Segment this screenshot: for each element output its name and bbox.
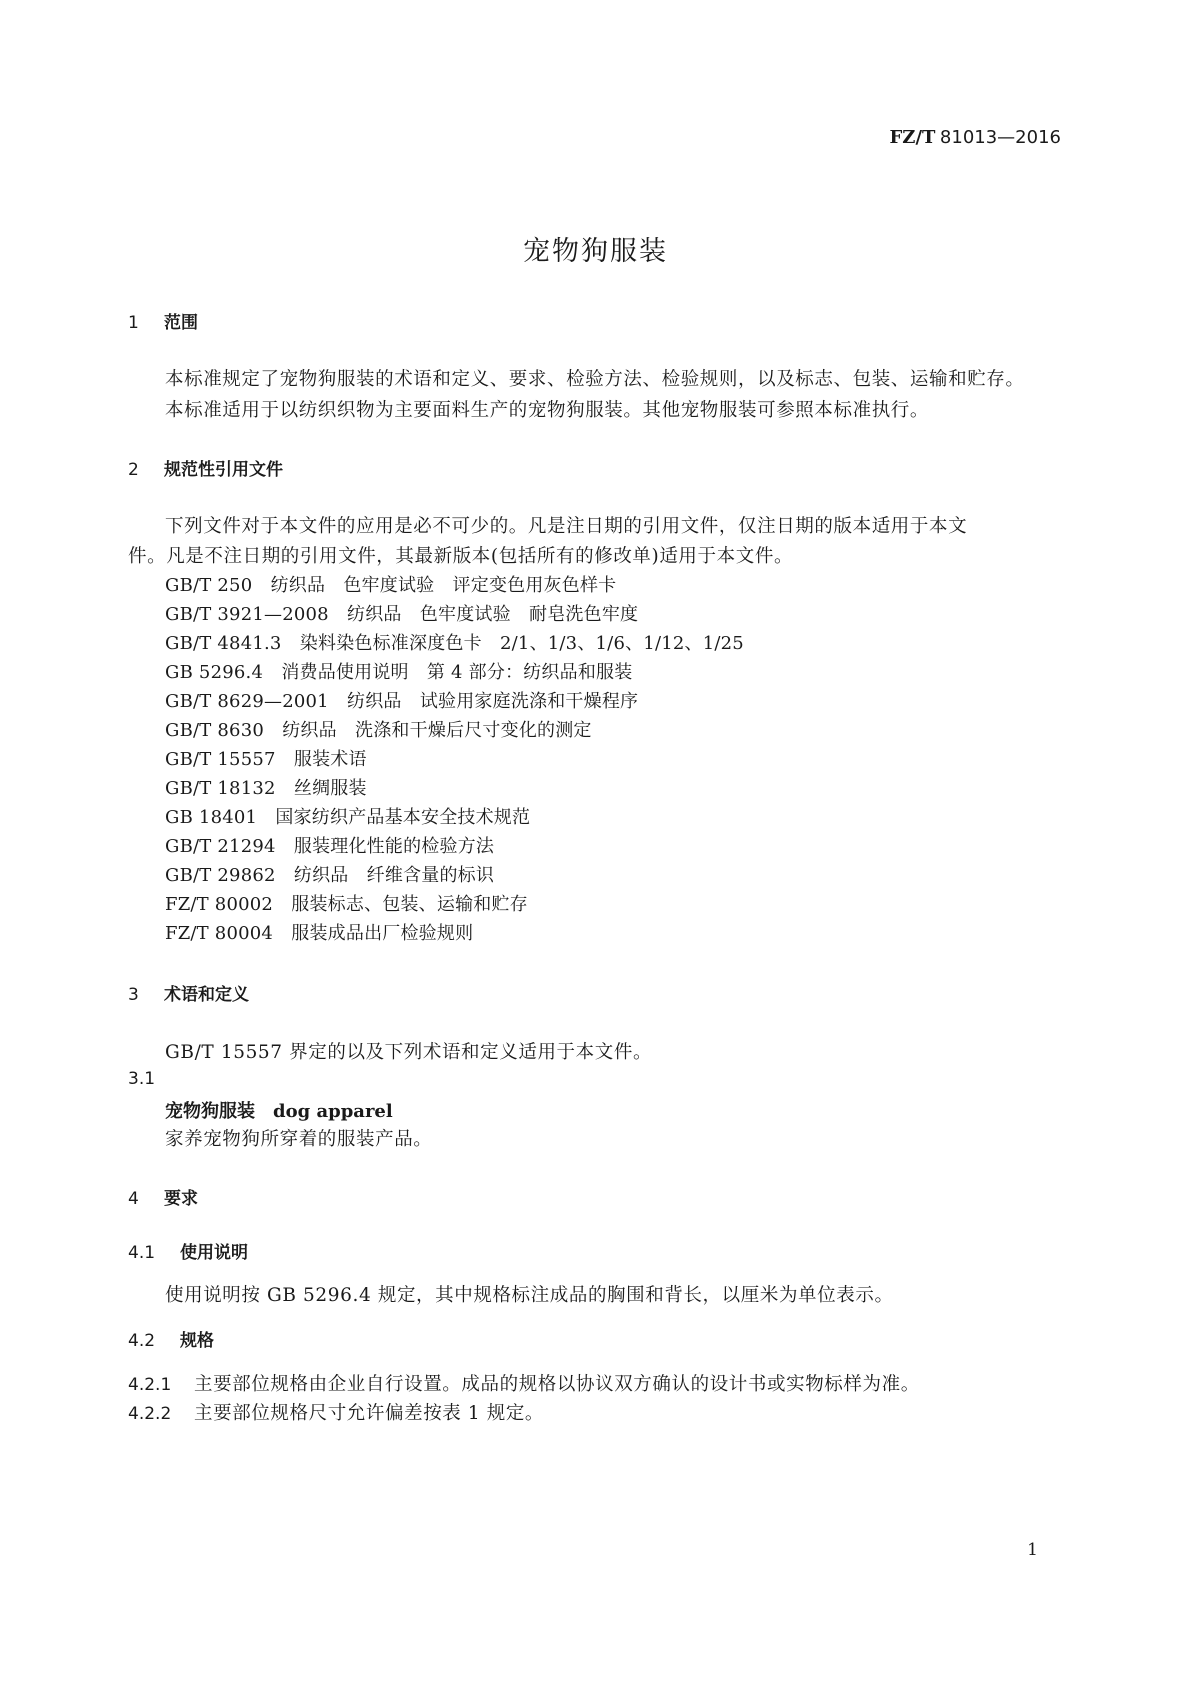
- reference-title: 消费品使用说明 第 4 部分：纺织品和服装: [281, 662, 633, 683]
- reference-item: [165, 629, 744, 655]
- section-number: 4: [128, 1189, 139, 1209]
- clause-number: 4.2.1: [128, 1375, 172, 1395]
- section-title: 规格: [180, 1331, 214, 1351]
- reference-item: [165, 803, 530, 829]
- reference-code: GB/T 4841.3: [165, 633, 282, 654]
- term-heading: [165, 1097, 393, 1123]
- reference-code: GB 5296.4: [165, 662, 264, 683]
- reference-item: [165, 571, 616, 597]
- section-title: 要求: [164, 1189, 198, 1209]
- reference-code: GB/T 29862: [165, 865, 276, 886]
- section-4-1-text: 使用说明按 GB 5296.4 规定，其中规格标注成品的胸围和背长，以厘米为单位表示。: [165, 1285, 894, 1306]
- reference-title: 服装标志、包装、运输和贮存: [291, 894, 528, 915]
- reference-title: 服装成品出厂检验规则: [291, 923, 474, 944]
- section-number: 4.2: [128, 1331, 156, 1351]
- clause-text: 主要部位规格尺寸允许偏差按表 1 规定。: [194, 1403, 545, 1424]
- term-number: 3.1: [128, 1069, 156, 1089]
- reference-title: 服装术语: [293, 749, 367, 770]
- reference-item: [165, 890, 528, 916]
- clause-text: 主要部位规格由企业自行设置。成品的规格以协议双方确认的设计书或实物标样为准。: [194, 1374, 920, 1395]
- reference-title: 丝绸服装: [293, 778, 367, 799]
- standard-prefix: FZ/T: [889, 127, 936, 148]
- section-4-1-heading: [128, 1238, 248, 1263]
- section-number: 1: [128, 313, 139, 333]
- reference-item: [165, 774, 367, 800]
- section-4-2-heading: [128, 1326, 214, 1351]
- section-title: 术语和定义: [164, 985, 249, 1005]
- section-2-heading: [128, 455, 283, 480]
- reference-code: FZ/T 80002: [165, 894, 274, 915]
- reference-item: [165, 600, 638, 626]
- term-english: dog apparel: [273, 1101, 393, 1122]
- clause-4-2-1: [128, 1370, 920, 1396]
- section-3-heading: [128, 980, 249, 1005]
- reference-item: [165, 919, 473, 945]
- reference-title: 染料染色标准深度色卡 2/1、1/3、1/6、1/12、1/25: [299, 633, 744, 654]
- section-2-intro-line-1: 下列文件对于本文件的应用是必不可少的。凡是注日期的引用文件，仅注日期的版本适用于本文: [165, 516, 968, 537]
- term-chinese: 宠物狗服装: [165, 1101, 255, 1122]
- clause-4-2-2: [128, 1399, 544, 1425]
- section-3-intro: GB/T 15557 界定的以及下列术语和定义适用于本文件。: [165, 1042, 653, 1063]
- section-number: 4.1: [128, 1243, 156, 1263]
- standard-number: 81013—2016: [939, 127, 1061, 148]
- clause-number: 4.2.2: [128, 1404, 172, 1424]
- reference-title: 纺织品 纤维含量的标识: [293, 865, 495, 886]
- section-title: 范围: [164, 313, 198, 333]
- reference-code: GB/T 8630: [165, 720, 265, 741]
- reference-code: GB/T 8629—2001: [165, 691, 329, 712]
- reference-code: GB/T 250: [165, 575, 253, 596]
- section-1-paragraph-1: 本标准规定了宠物狗服装的术语和定义、要求、检验方法、检验规则，以及标志、包装、运输和贮存。: [165, 369, 1025, 390]
- reference-title: 服装理化性能的检验方法: [293, 836, 495, 857]
- reference-item: [165, 716, 592, 742]
- reference-code: GB/T 3921—2008: [165, 604, 329, 625]
- reference-code: GB/T 21294: [165, 836, 276, 857]
- reference-title: 纺织品 色牢度试验 评定变色用灰色样卡: [270, 575, 617, 596]
- section-title: 使用说明: [180, 1243, 248, 1263]
- reference-title: 国家纺织产品基本安全技术规范: [275, 807, 531, 828]
- reference-code: GB/T 18132: [165, 778, 276, 799]
- reference-code: FZ/T 80004: [165, 923, 274, 944]
- reference-item: [165, 745, 367, 771]
- reference-title: 纺织品 色牢度试验 耐皂洗色牢度: [347, 604, 639, 625]
- section-title: 规范性引用文件: [164, 460, 283, 480]
- reference-code: GB/T 15557: [165, 749, 276, 770]
- reference-item: [165, 861, 494, 887]
- reference-item: [165, 687, 638, 713]
- reference-title: 纺织品 试验用家庭洗涤和干燥程序: [347, 691, 639, 712]
- term-definition: 家养宠物狗所穿着的服装产品。: [165, 1129, 433, 1150]
- section-number: 2: [128, 460, 139, 480]
- reference-item: [165, 658, 632, 684]
- document-title: 宠物狗服装: [523, 236, 668, 267]
- section-number: 3: [128, 985, 139, 1005]
- reference-item: [165, 832, 494, 858]
- page-number: 1: [1027, 1540, 1038, 1560]
- reference-code: GB 18401: [165, 807, 258, 828]
- section-1-heading: [128, 308, 198, 333]
- section-2-intro-line-2: 件。凡是不注日期的引用文件，其最新版本(包括所有的修改单)适用于本文件。: [128, 546, 794, 567]
- reference-title: 纺织品 洗涤和干燥后尺寸变化的测定: [282, 720, 592, 741]
- section-4-heading: [128, 1184, 198, 1209]
- standard-code: [890, 127, 1061, 148]
- section-1-paragraph-2: 本标准适用于以纺织织物为主要面料生产的宠物狗服装。其他宠物服装可参照本标准执行。: [165, 400, 930, 421]
